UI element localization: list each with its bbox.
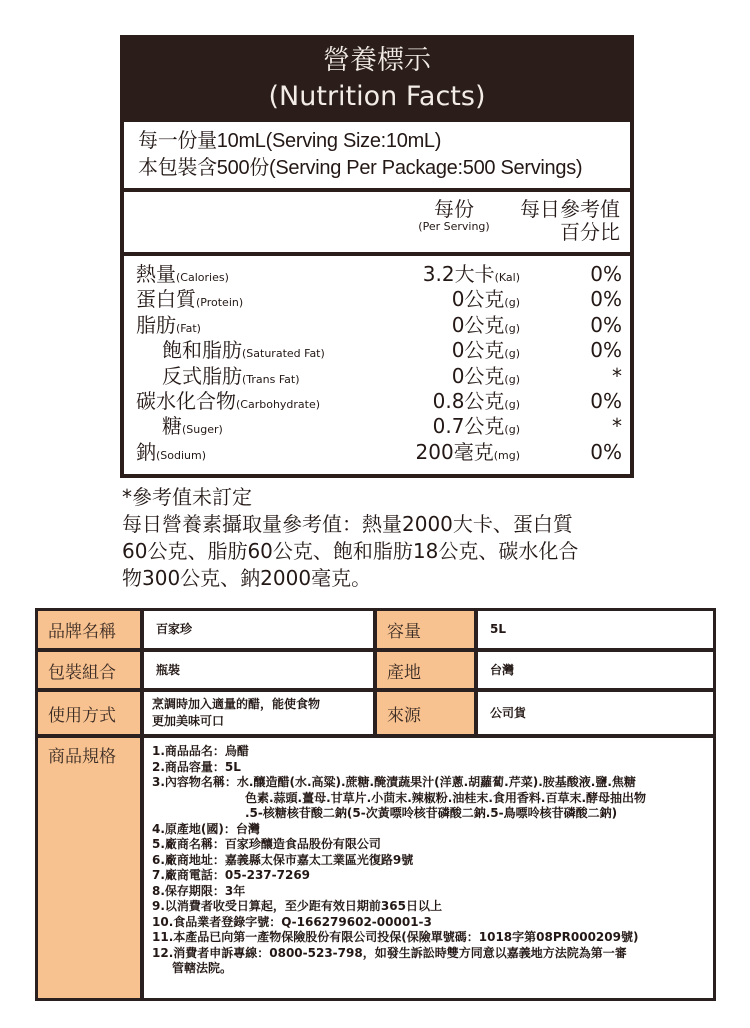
- spec-line: 11.本產品已向第一產物保險股份有限公司投保(保險單號碼：1018字第08PR000209號): [152, 930, 639, 944]
- spec-line: 9.以消費者收受日算起，至少距有效日期前365日以上: [152, 899, 442, 913]
- spec-row-brand: [38, 611, 713, 648]
- nutrient-row: [124, 338, 630, 363]
- specs-label: 商品規格: [38, 738, 140, 998]
- spec-line: .5-核糖核苷酸二鈉(5-次黃嘌呤核苷磷酸二鈉.5-鳥嘌呤核苷磷酸二鈉): [245, 806, 618, 820]
- nutrient-row: [124, 440, 630, 465]
- usage-line-1: 烹調時加入適量的醋，能使食物: [152, 697, 321, 711]
- spec-line: 7.廠商電話：05-237-7269: [152, 868, 311, 882]
- nutrition-header: [124, 35, 630, 122]
- nutrient-name-zh: 脂肪: [136, 312, 176, 337]
- nutrient-daily-pct: 0%: [590, 287, 622, 312]
- nutrient-name-zh: 糖: [162, 414, 182, 439]
- spec-line: 12.消費者申訴專線：0800-523-798，如發生訴訟時雙方同意以嘉義地方法院為第一審: [152, 945, 627, 960]
- nutrient-name-zh: 反式脂肪: [162, 363, 242, 388]
- nutrient-name-zh: 蛋白質: [136, 287, 196, 312]
- nutrient-rows: [124, 256, 630, 474]
- nutrient-value: [452, 313, 520, 341]
- usage-line-2: 更加美味可口: [152, 714, 225, 728]
- nutrient-value: [433, 414, 520, 442]
- per-serving-header-en: (Per Serving): [418, 220, 490, 233]
- nutrient-name-en: (Trans Fat): [242, 372, 300, 386]
- package-value: 瓶裝: [144, 652, 373, 688]
- note-line: *參考值未訂定: [122, 485, 252, 509]
- nutrient-row: [124, 262, 630, 287]
- nutrient-name: [136, 313, 201, 341]
- nutrient-unit: (g): [504, 398, 520, 411]
- nutrient-row: [124, 414, 630, 439]
- spec-line: 1.商品品名：烏醋: [152, 744, 249, 758]
- brand-label: 品牌名稱: [38, 611, 140, 648]
- nutrient-name-en: (Fat): [176, 321, 201, 335]
- nutrient-name: [136, 440, 206, 468]
- package-label: 包裝組合: [38, 652, 140, 688]
- source-label: 來源: [377, 692, 474, 734]
- serving-info: [124, 122, 630, 188]
- servings-per-package: 本包裝含500份(Serving Per Package:500 Servings): [138, 157, 583, 179]
- nutrient-name: [136, 389, 320, 417]
- nutrient-amount: 0公克: [451, 287, 505, 312]
- nutrient-unit: (g): [504, 423, 520, 437]
- nutrient-name: [136, 262, 229, 290]
- product-spec-table: [35, 608, 716, 1001]
- spec-row-details: [38, 738, 713, 998]
- nutrient-name-zh: 碳水化合物: [136, 389, 236, 413]
- nutrient-row: [124, 313, 630, 338]
- spec-line: 8.保存期限：3年: [152, 883, 246, 898]
- nutrient-unit: (g): [504, 296, 520, 310]
- usage-label: 使用方式: [38, 692, 140, 734]
- serving-size: 每一份量10mL(Serving Size:10mL): [138, 130, 442, 152]
- spec-line: 2.商品容量：5L: [152, 759, 241, 774]
- nutrient-row: [124, 364, 630, 389]
- nutrient-daily-pct: 0%: [590, 439, 622, 464]
- nutrient-name-en: (Sodium): [156, 448, 207, 462]
- nutrient-name: [136, 287, 243, 315]
- nutrient-row: [124, 287, 630, 312]
- source-value: 公司貨: [478, 692, 713, 734]
- nutrient-amount: 200毫克: [415, 439, 494, 464]
- daily-value-header-2: 百分比: [560, 220, 620, 244]
- nutrient-daily-pct: 0%: [590, 338, 622, 363]
- spec-line: 4.原產地(國)：台灣: [152, 821, 260, 836]
- nutrient-name-en: (Suger): [182, 423, 223, 437]
- nutrient-name-zh: 飽和脂肪: [162, 338, 242, 363]
- nutrient-amount: 0公克: [451, 312, 505, 337]
- note-line: 每日營養素攝取量參考值：熱量2000大卡、蛋白質: [122, 512, 573, 536]
- note-line: 物300公克、鈉2000毫克。: [122, 566, 372, 590]
- nutrient-daily-pct: 0%: [590, 312, 622, 337]
- spec-row-package: [38, 652, 713, 688]
- nutrition-facts-panel: [120, 35, 634, 478]
- brand-value: 百家珍: [144, 611, 373, 648]
- nutrient-daily-pct: *: [612, 363, 622, 388]
- nutrient-name-en: (Protein): [196, 296, 244, 310]
- column-headers: [124, 192, 630, 252]
- volume-label: 容量: [377, 611, 474, 648]
- nutrient-value: [452, 364, 520, 392]
- nutrient-daily-pct: 0%: [590, 389, 622, 413]
- nutrition-title-en: (Nutrition Facts): [268, 81, 486, 112]
- nutrient-unit: (mg): [493, 448, 520, 462]
- note-line: 60公克、脂肪60公克、飽和脂肪18公克、碳水化合: [122, 539, 579, 563]
- nutrient-value: [416, 440, 520, 468]
- spec-line: 5.廠商名稱：百家珍釀造食品股份有限公司: [152, 837, 381, 851]
- origin-label: 產地: [377, 652, 474, 688]
- specs-list: [144, 738, 713, 998]
- spec-line: 色素.蒜頭.薑母.甘草片.小茴末.辣椒粉.油桂末.食用香料.百草末.酵母抽出物: [245, 790, 647, 805]
- nutrient-value: [423, 262, 520, 290]
- nutrient-name-zh: 熱量: [136, 262, 176, 286]
- nutrient-unit: (Kal): [494, 271, 520, 284]
- nutrient-amount: 0.8公克: [432, 389, 505, 413]
- spec-line: 管轄法院。: [172, 961, 233, 975]
- nutrient-amount: 0公克: [451, 338, 505, 363]
- nutrient-name-en: (Calories): [176, 271, 229, 284]
- nutrient-unit: (g): [504, 347, 520, 361]
- nutrient-value: [452, 338, 520, 366]
- nutrient-name: [162, 364, 300, 392]
- nutrient-unit: (g): [504, 372, 520, 386]
- spec-row-usage: [38, 692, 713, 734]
- nutrient-amount: 3.2大卡: [422, 262, 495, 286]
- nutrient-daily-pct: 0%: [590, 262, 622, 286]
- spec-line: 10.食品業者登錄字號：Q-166279602-00001-3: [152, 914, 432, 929]
- nutrient-unit: (g): [504, 321, 520, 335]
- nutrient-name-en: (Saturated Fat): [242, 347, 325, 361]
- spec-line: 3.內容物名稱：水.釀造醋(水.高粱).蔗糖.醃漬蔬果汁(洋蔥.胡蘿蔔.芹菜).胺基酸液.鹽.焦糖: [152, 775, 636, 789]
- nutrition-title-zh: 營養標示: [323, 45, 431, 76]
- daily-value-header: 每日參考值: [520, 197, 620, 221]
- nutrient-amount: 0公克: [451, 363, 505, 388]
- origin-value: 台灣: [478, 652, 713, 688]
- spec-line: 6.廠商地址：嘉義縣太保市嘉太工業區光復路9號: [152, 852, 414, 867]
- volume-value: 5L: [478, 611, 713, 648]
- nutrient-daily-pct: *: [612, 414, 622, 439]
- nutrient-value: [452, 287, 520, 315]
- nutrient-amount: 0.7公克: [432, 414, 505, 439]
- nutrient-name: [162, 338, 325, 366]
- nutrient-row: [124, 389, 630, 414]
- nutrient-name-en: (Carbohydrate): [236, 398, 321, 411]
- reference-notes: [122, 484, 642, 592]
- per-serving-header: 每份: [434, 197, 474, 221]
- nutrient-name: [162, 414, 223, 442]
- nutrient-value: [433, 389, 520, 417]
- nutrient-name-zh: 鈉: [136, 439, 156, 464]
